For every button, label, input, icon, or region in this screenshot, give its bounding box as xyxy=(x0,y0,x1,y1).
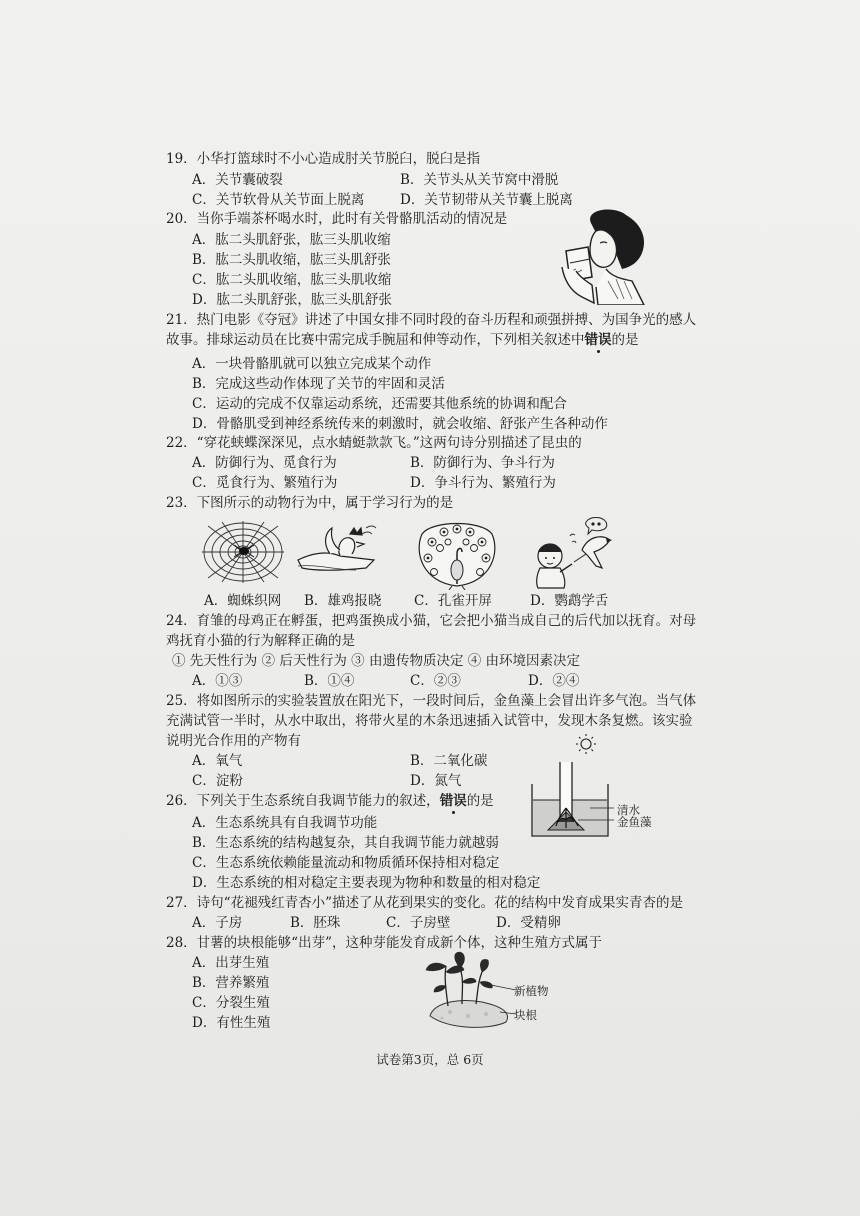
q19-option-a: A．关节囊破裂 xyxy=(192,172,283,188)
q23-option-b: B．雄鸡报晓 xyxy=(304,593,382,609)
q21-emphasis: 错误 xyxy=(584,332,612,348)
q24-statements: ① 先天性行为 ② 后天性行为 ③ 由遗传物质决定 ④ 由环境因素决定 xyxy=(172,653,581,669)
photosynthesis-apparatus-diagram xyxy=(528,732,628,840)
q21-stem-text: 故事。排球运动员在比赛中需完成手腕屈和伸等动作，下列相关叙述中 xyxy=(166,332,585,348)
q26-option-a: A．生态系统具有自我调节功能 xyxy=(192,815,378,831)
q26-stem xyxy=(166,792,494,810)
q24-option-d: D．②④ xyxy=(528,673,580,689)
spider-web-illustration xyxy=(200,520,286,584)
q19-stem: 19．小华打篮球时不小心造成肘关节脱臼，脱臼是指 xyxy=(166,151,481,167)
q28-stem: 28．甘薯的块根能够“出芽”，这种芽能发育成新个体，这种生殖方式属于 xyxy=(166,935,602,951)
sweet-potato-root-diagram xyxy=(420,950,520,1030)
q21-stem-tail: 的是 xyxy=(611,332,639,348)
q21-option-b: B．完成这些动作体现了关节的牢固和灵活 xyxy=(192,376,445,392)
q28-option-a: A．出芽生殖 xyxy=(192,955,270,971)
q24-stem-line1: 24．育雏的母鸡正在孵蛋，把鸡蛋换成小猫，它会把小猫当成自己的后代加以抚育。对母 xyxy=(166,613,697,629)
q25-option-c: C．淀粉 xyxy=(192,773,243,789)
q24-option-c: C．②③ xyxy=(410,673,461,689)
q24-option-b: B．①④ xyxy=(304,673,355,689)
q23-option-a: A．蜘蛛织网 xyxy=(204,593,282,609)
label-clear-water: 清水 xyxy=(617,803,640,817)
rooster-illustration xyxy=(296,520,380,584)
q21-option-c: C．运动的完成不仅靠运动系统，还需要其他系统的协调和配合 xyxy=(192,396,567,412)
q28-option-c: C．分裂生殖 xyxy=(192,995,270,1011)
q21-stem-line2 xyxy=(166,331,639,349)
label-hornwort: 金鱼藻 xyxy=(617,815,652,829)
page-footer: 试卷第3页，总 6页 xyxy=(376,1052,484,1067)
q22-option-c: C．觅食行为、繁殖行为 xyxy=(192,475,338,491)
q20-option-a: A．肱二头肌舒张，肱三头肌收缩 xyxy=(192,232,391,248)
label-new-plant: 新植物 xyxy=(514,984,549,998)
q25-option-a: A．氧气 xyxy=(192,753,243,769)
q25-stem-line3: 说明光合作用的产物有 xyxy=(166,733,301,749)
q23-option-c: C．孔雀开屏 xyxy=(414,593,492,609)
q28-option-b: B．营养繁殖 xyxy=(192,975,270,991)
q27-option-d: D．受精卵 xyxy=(496,915,561,931)
q22-option-b: B．防御行为、争斗行为 xyxy=(410,455,555,471)
q24-stem-line2: 鸡抚育小猫的行为解释正确的是 xyxy=(166,633,355,649)
q23-stem: 23．下图所示的动物行为中，属于学习行为的是 xyxy=(166,495,454,511)
q26-option-b: B．生态系统的结构越复杂，其自我调节能力就越弱 xyxy=(192,835,499,851)
q21-stem-line1: 21．热门电影《夺冠》讲述了中国女排不同时段的奋斗历程和顽强拼搏、为国争光的感人 xyxy=(166,312,697,328)
q27-option-a: A．子房 xyxy=(192,915,243,931)
q22-option-a: A．防御行为、觅食行为 xyxy=(192,455,337,471)
q26-option-d: D．生态系统的相对稳定主要表现为物种和数量的相对稳定 xyxy=(192,875,541,891)
q25-option-b: B．二氧化碳 xyxy=(410,753,488,769)
q20-option-b: B．肱二头肌收缩，肱三头肌舒张 xyxy=(192,252,391,268)
q27-option-b: B．胚珠 xyxy=(290,915,341,931)
q24-option-a: A．①③ xyxy=(192,673,243,689)
q23-option-d: D．鹦鹉学舌 xyxy=(530,593,609,609)
q25-stem-line1: 25．将如图所示的实验装置放在阳光下，一段时间后，金鱼藻上会冒出许多气泡。当气体 xyxy=(166,693,697,709)
q27-option-c: C．子房壁 xyxy=(386,915,451,931)
q21-option-a: A．一块骨骼肌就可以独立完成某个动作 xyxy=(192,356,432,372)
q25-option-d: D．氮气 xyxy=(410,773,462,789)
q20-stem: 20．当你手端茶杯喝水时，此时有关骨骼肌活动的情况是 xyxy=(166,211,508,227)
q19-option-d: D．关节韧带从关节囊上脱离 xyxy=(400,192,573,208)
label-tuber-root: 块根 xyxy=(514,1008,537,1022)
q20-option-c: C．肱二头肌收缩，肱三头肌收缩 xyxy=(192,272,392,288)
q21-option-d: D．骨骼肌受到神经系统传来的刺激时，就会收缩、舒张产生各种动作 xyxy=(192,416,608,432)
q22-option-d: D．争斗行为、繁殖行为 xyxy=(410,475,556,491)
q19-option-c: C．关节软骨从关节面上脱离 xyxy=(192,192,365,208)
q26-option-c: C．生态系统依赖能量流动和物质循环保持相对稳定 xyxy=(192,855,500,871)
q26-stem-text: 26．下列关于生态系统自我调节能力的叙述， xyxy=(166,793,440,809)
q26-emphasis: 错误 xyxy=(439,793,467,809)
q25-stem-line2: 充满试管一半时，从水中取出，将带火星的木条迅速插入试管中，发现木条复燃。该实验 xyxy=(166,713,693,729)
q22-stem: 22．“穿花蛱蝶深深见，点水蜻蜓款款飞。”这两句诗分别描述了昆虫的 xyxy=(166,435,582,451)
q20-option-d: D．肱二头肌舒张，肱三头肌舒张 xyxy=(192,292,392,308)
q19-option-b: B．关节头从关节窝中滑脱 xyxy=(400,172,559,188)
q26-stem-tail: 的是 xyxy=(466,793,494,809)
q27-stem: 27．诗句“花褪残红青杏小”描述了从花到果实的变化。花的结构中发育成果实青杏的是 xyxy=(166,895,683,911)
parrot-and-girl-illustration xyxy=(526,514,618,590)
peacock-illustration xyxy=(412,518,502,590)
q28-option-d: D．有性生殖 xyxy=(192,1015,271,1031)
drinking-person-illustration xyxy=(552,207,652,305)
sun-icon xyxy=(576,734,596,754)
